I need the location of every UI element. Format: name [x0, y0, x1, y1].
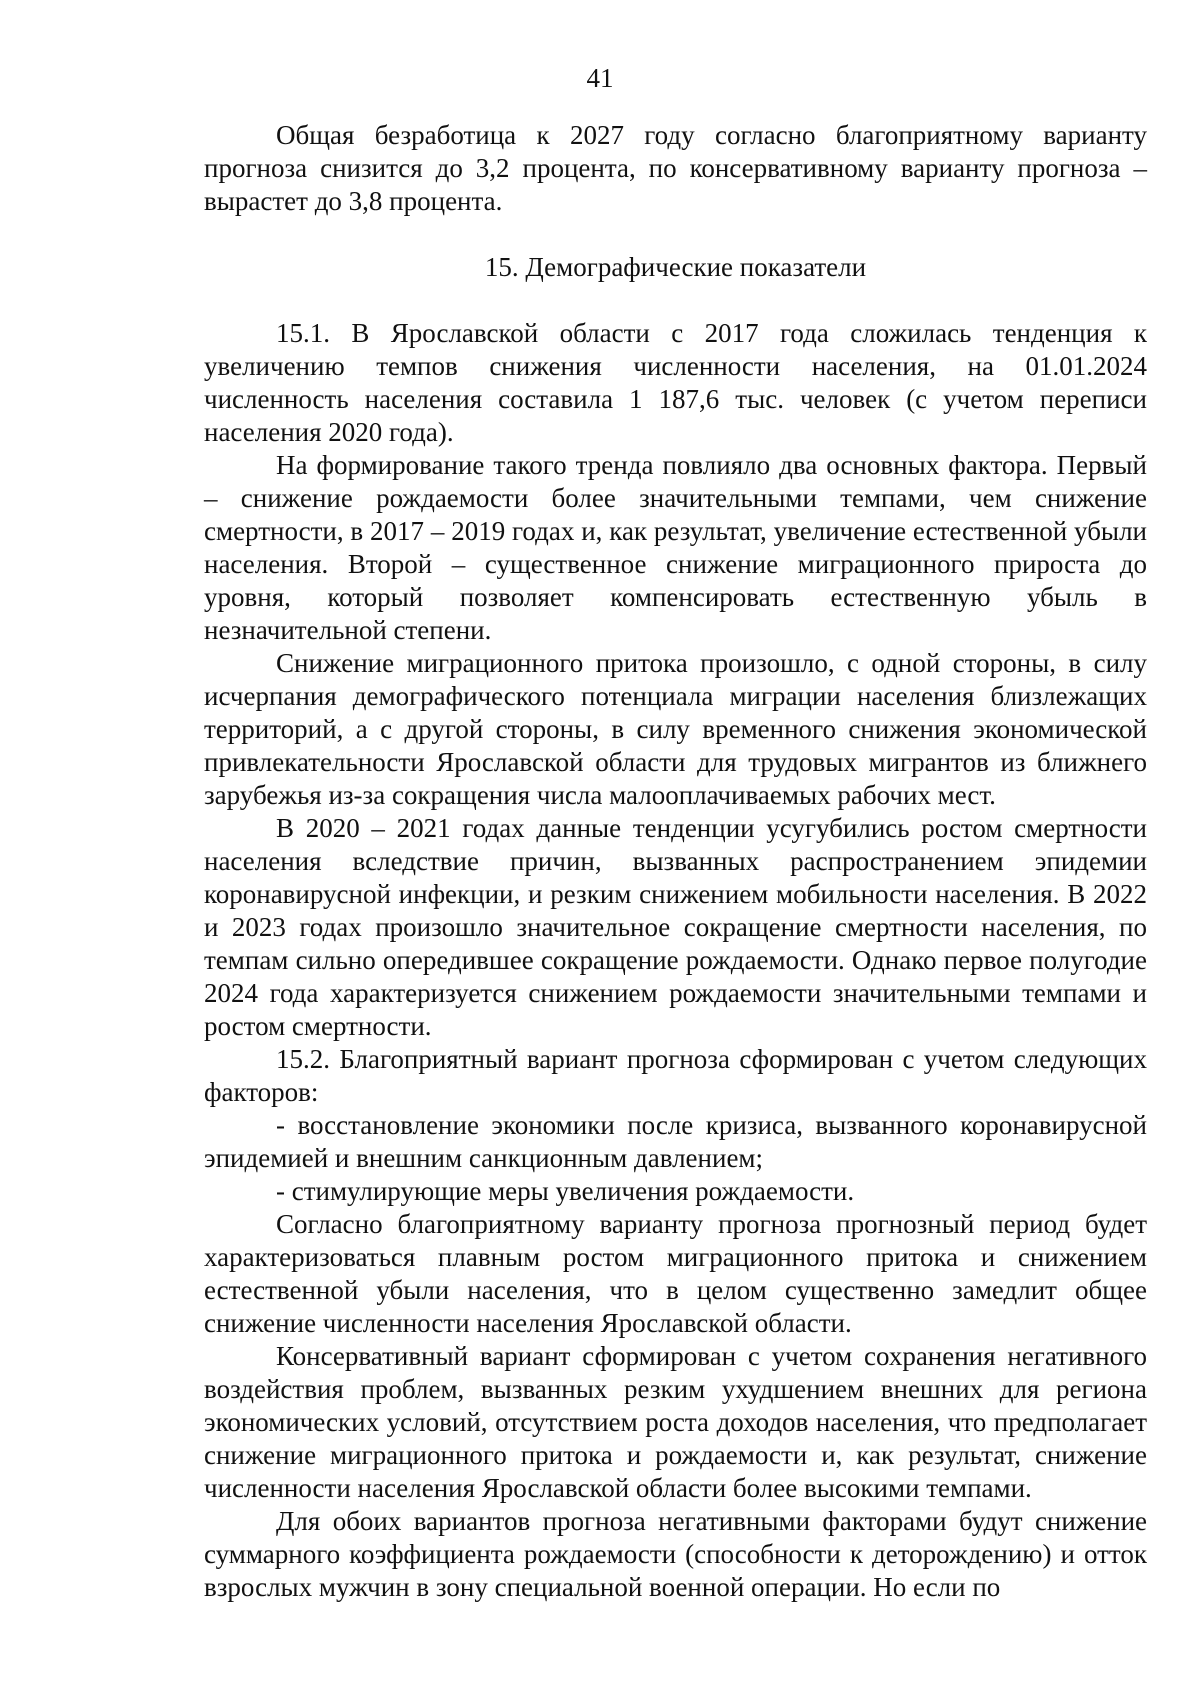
list-item: - восстановление экономики после кризиса, вызванного коронавирусной эпидемией и внешним санкционным давлением;	[204, 1110, 1147, 1173]
paragraph-favorable: Согласно благоприятному варианту прогноза прогнозный период будет характеризоваться плавным ростом миграционного притока и снижением естественной убыли населения, что в целом существенно замедлит общее снижение численности населения Ярославской области.	[204, 1209, 1147, 1338]
paragraph-migration: Снижение миграционного притока произошло, с одной стороны, в силу исчерпания демографического потенциала миграции населения близлежащих территорий, а с другой стороны, в силу временного снижения экономической привлекательности Ярославской области для трудовых мигрантов из ближнего зарубежья из-за сокращения числа малооплачиваемых рабочих мест.	[204, 648, 1147, 810]
paragraph-2020-2021: В 2020 – 2021 годах данные тенденции усугубились ростом смертности населения вследствие причин, вызванных распространением эпидемии коронавирусной инфекции, и резким снижением мобильности населения. В 2022 и 2023 годах произошло значительное сокращение смертности населения, по темпам сильно опередившее сокращение рождаемости. Однако первое полугодие 2024 года характеризуется снижением рождаемости значительными темпами и ростом смертности.	[204, 813, 1147, 1041]
list-item: - стимулирующие меры увеличения рождаемости.	[276, 1176, 855, 1206]
paragraph-conservative: Консервативный вариант сформирован с учетом сохранения негативного воздействия проблем, вызванных резким ухудшением внешних для региона экономических условий, отсутствием роста доходов населения, что предполагает снижение миграционного притока и рождаемости и, как результат, снижение численности населения Ярославской области более высокими темпами.	[204, 1341, 1147, 1503]
paragraph-both-variants: Для обоих вариантов прогноза негативными факторами будут снижение суммарного коэффициента рождаемости (способности к деторождению) и отток взрослых мужчин в зону специальной военной операции. Но если по	[204, 1506, 1147, 1602]
page-number: 41	[586, 63, 614, 93]
intro-paragraph: Общая безработица к 2027 году согласно благоприятному варианту прогноза снизится до 3,2 процента, по консервативному варианту прогноза – вырастет до 3,8 процента.	[204, 120, 1147, 216]
paragraph-15-1: 15.1. В Ярославской области с 2017 года сложилась тенденция к увеличению темпов снижения численности населения, на 01.01.2024 численность населения составила 1 187,6 тыс. человек (с учетом переписи населения 2020 года).	[204, 318, 1147, 447]
paragraph-factors: На формирование такого тренда повлияло два основных фактора. Первый – снижение рождаемости более значительными темпами, чем снижение смертности, в 2017 – 2019 годах и, как результат, увеличение естественной убыли населения. Второй – существенное снижение миграционного прироста до уровня, который позволяет компенсировать естественную убыль в незначительной степени.	[204, 450, 1147, 645]
paragraph-15-2: 15.2. Благоприятный вариант прогноза сформирован с учетом следующих факторов:	[204, 1044, 1147, 1107]
section-heading: 15. Демографические показатели	[484, 252, 867, 282]
document-body	[204, 119, 1147, 1604]
